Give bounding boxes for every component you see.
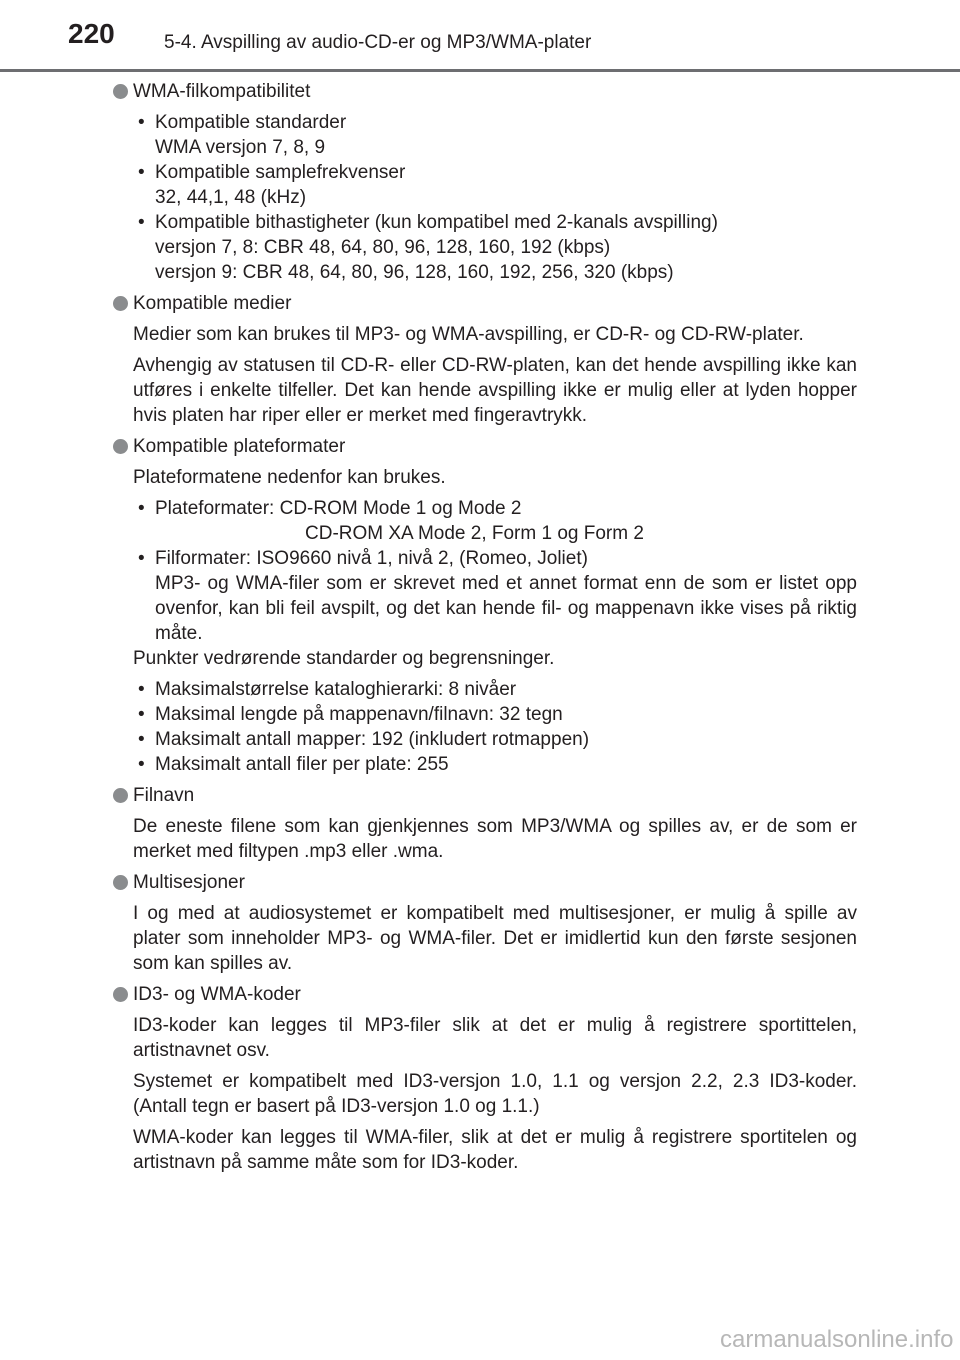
paragraph: De eneste filene som kan gjenkjennes som MP3/WMA og spilles av, er de som er merket med filtypen .mp3 eller .wma. bbox=[133, 816, 857, 862]
watermark: carmanualsonline.info bbox=[720, 1326, 954, 1353]
list-item: • Kompatible samplefrekvenser 32, 44,1, 48 (kHz) bbox=[133, 160, 857, 210]
section-heading: Multisesjoner bbox=[111, 870, 857, 895]
header-rule bbox=[0, 69, 960, 72]
paragraph: Medier som kan brukes til MP3- og WMA-avspilling, er CD-R- og CD-RW-plater. bbox=[133, 324, 804, 345]
section-filenames bbox=[111, 783, 857, 864]
paragraph: ID3-koder kan legges til MP3-filer slik at det er mulig å registrere sportittelen, artistnavnet osv. bbox=[133, 1015, 857, 1061]
list-item: • Maksimal lengde på mappenavn/filnavn: 32 tegn bbox=[133, 702, 857, 727]
bullet-dot-icon bbox=[113, 987, 128, 1002]
section-wma bbox=[111, 79, 857, 285]
formats-list bbox=[133, 496, 857, 646]
list-item: • Maksimalt antall filer per plate: 255 bbox=[133, 752, 857, 777]
bullet-dot-icon bbox=[113, 875, 128, 890]
limits-list bbox=[133, 677, 857, 777]
paragraph: WMA-koder kan legges til WMA-filer, slik at det er mulig å registrere sportitelen og artistnavn på samme måte som for ID3-koder. bbox=[133, 1127, 857, 1173]
running-head: 5-4. Avspilling av audio-CD-er og MP3/WMA-plater bbox=[164, 32, 592, 53]
list-item: • Kompatible bithastigheter (kun kompatibel med 2-kanals avspilling) versjon 7, 8: CBR 48, 64, 80, 96, 128, 160, 192 (kbps) versjon 9: CBR 48, 64, 80, 96, 128, 160, 192, 256, 320 (kbps) bbox=[133, 210, 857, 285]
section-heading: Filnavn bbox=[111, 783, 857, 808]
list-item: • Plateformater: CD-ROM Mode 1 og Mode 2 CD-ROM XA Mode 2, Form 1 og Form 2 bbox=[133, 496, 857, 546]
list-item: • Filformater: ISO9660 nivå 1, nivå 2, (Romeo, Joliet) MP3- og WMA-filer som er skrevet med et annet format enn de som er listet opp ovenfor, kan bli feil avspilt, og det kan hende fil- og mappenavn ikke vises på riktig måte. bbox=[133, 546, 857, 646]
wma-list bbox=[133, 110, 857, 285]
section-heading: Kompatible medier bbox=[111, 291, 857, 316]
list-item: • Kompatible standarder WMA versjon 7, 8, 9 bbox=[133, 110, 857, 160]
bullet-dot-icon bbox=[113, 439, 128, 454]
paragraph: I og med at audiosystemet er kompatibelt med multisesjoner, er mulig å spille av plater som inneholder MP3- og WMA-filer. Det er imidlertid kun den første sesjonen som kan spilles av. bbox=[133, 903, 857, 974]
section-heading: ID3- og WMA-koder bbox=[111, 982, 857, 1007]
section-media bbox=[111, 291, 857, 428]
bullet-dot-icon bbox=[113, 84, 128, 99]
paragraph: Avhengig av statusen til CD-R- eller CD-RW-platen, kan det hende avspilling ikke kan utføres i enkelte tilfeller. Det kan hende avspilling ikke er mulig eller at lyden hopper hvis platen har riper eller er merket med fingeravtrykk. bbox=[133, 355, 857, 426]
section-heading: WMA-filkompatibilitet bbox=[111, 79, 857, 104]
section-tags bbox=[111, 982, 857, 1175]
page-number: 220 bbox=[68, 18, 115, 49]
list-item: • Maksimalt antall mapper: 192 (inkludert rotmappen) bbox=[133, 727, 857, 752]
paragraph: Systemet er kompatibelt med ID3-versjon 1.0, 1.1 og versjon 2.2, 2.3 ID3-koder. (Antall tegn er basert på ID3-versjon 1.0 og 1.1.) bbox=[133, 1071, 857, 1117]
paragraph: Plateformatene nedenfor kan brukes. bbox=[133, 467, 446, 488]
section-multisession bbox=[111, 870, 857, 976]
list-item: • Maksimalstørrelse kataloghierarki: 8 nivåer bbox=[133, 677, 857, 702]
section-heading: Kompatible plateformater bbox=[111, 434, 857, 459]
section-formats bbox=[111, 434, 857, 777]
limits-intro: Punkter vedrørende standarder og begrensninger. bbox=[133, 648, 555, 669]
bullet-dot-icon bbox=[113, 788, 128, 803]
page-content bbox=[111, 79, 857, 1181]
bullet-dot-icon bbox=[113, 296, 128, 311]
